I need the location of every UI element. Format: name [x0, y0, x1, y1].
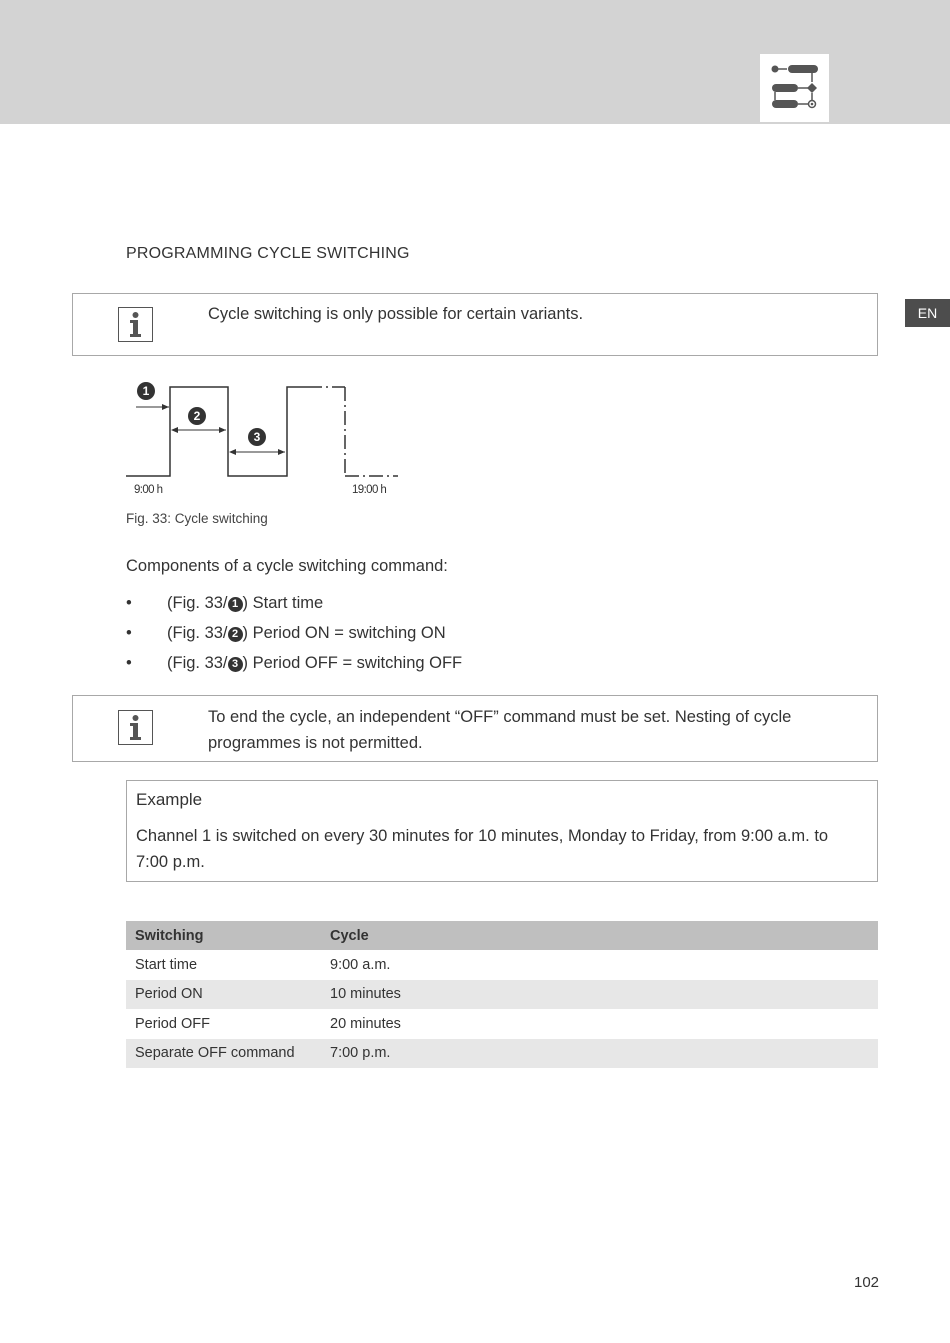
column-header-switching: Switching	[126, 921, 321, 950]
table-cell: Start time	[135, 956, 198, 973]
list-item	[126, 588, 462, 618]
item-prefix: (Fig. 33/	[167, 654, 228, 672]
item-prefix: (Fig. 33/	[167, 624, 228, 642]
bullet: •	[126, 624, 132, 642]
table-cell: 9:00 a.m.	[330, 956, 391, 973]
list-item	[126, 618, 462, 648]
section-title: PROGRAMMING CYCLE SWITCHING	[126, 245, 410, 262]
bullet: •	[126, 654, 132, 672]
table-row	[126, 980, 878, 1010]
item-prefix: (Fig. 33/	[167, 594, 228, 612]
list-item	[126, 648, 462, 678]
item-marker: 1	[228, 597, 243, 612]
item-suffix: ) Period OFF = switching OFF	[242, 654, 463, 672]
table-row	[126, 1009, 878, 1039]
item-marker: 3	[228, 657, 243, 672]
signal-line	[126, 387, 308, 476]
page-number: 102	[854, 1274, 880, 1291]
note-text: Cycle switching is only possible for certain variants.	[208, 305, 584, 323]
example-box	[126, 780, 878, 882]
language-tab[interactable]: EN	[905, 299, 950, 327]
table-cell: Period ON	[126, 980, 321, 1010]
table-cell: Period OFF	[135, 1015, 210, 1032]
components-title: Components of a cycle switching command:	[126, 557, 448, 575]
time-end-label: 19:00 h	[352, 484, 387, 496]
programme-sequence-icon	[760, 54, 829, 122]
cycle-switching-diagram	[120, 375, 410, 503]
example-title: Example	[136, 790, 203, 809]
table-cell: 7:00 p.m.	[321, 1039, 878, 1069]
table-cell: 10 minutes	[321, 980, 878, 1010]
info-icon	[118, 307, 153, 342]
table-cell: 20 minutes	[330, 1015, 401, 1032]
figure-caption: Fig. 33: Cycle switching	[126, 511, 268, 526]
info-note	[72, 695, 878, 762]
marker-3-label: 3	[253, 430, 261, 444]
bullet: •	[126, 594, 132, 612]
components-list	[126, 588, 462, 678]
table-header-row	[126, 921, 878, 950]
time-start-label: 9:00 h	[134, 484, 163, 496]
table-cell: Separate OFF command	[126, 1039, 321, 1069]
marker-2-label: 2	[193, 409, 201, 423]
table-row	[126, 1039, 878, 1069]
info-note	[72, 293, 878, 356]
cycle-table	[126, 921, 878, 1068]
item-marker: 2	[228, 627, 243, 642]
item-suffix: ) Period ON = switching ON	[242, 624, 446, 642]
note-text: To end the cycle, an independent “OFF” command must be set. Nesting of cycle programmes is not permitted.	[208, 708, 792, 752]
marker-1-label: 1	[142, 384, 150, 398]
item-suffix: ) Start time	[242, 594, 324, 612]
column-header-cycle: Cycle	[321, 921, 878, 950]
info-icon	[118, 710, 153, 745]
example-text: Channel 1 is switched on every 30 minutes for 10 minutes, Monday to Friday, from 9:00 a.m. to 7:00 p.m.	[136, 827, 829, 871]
table-row	[126, 950, 878, 980]
